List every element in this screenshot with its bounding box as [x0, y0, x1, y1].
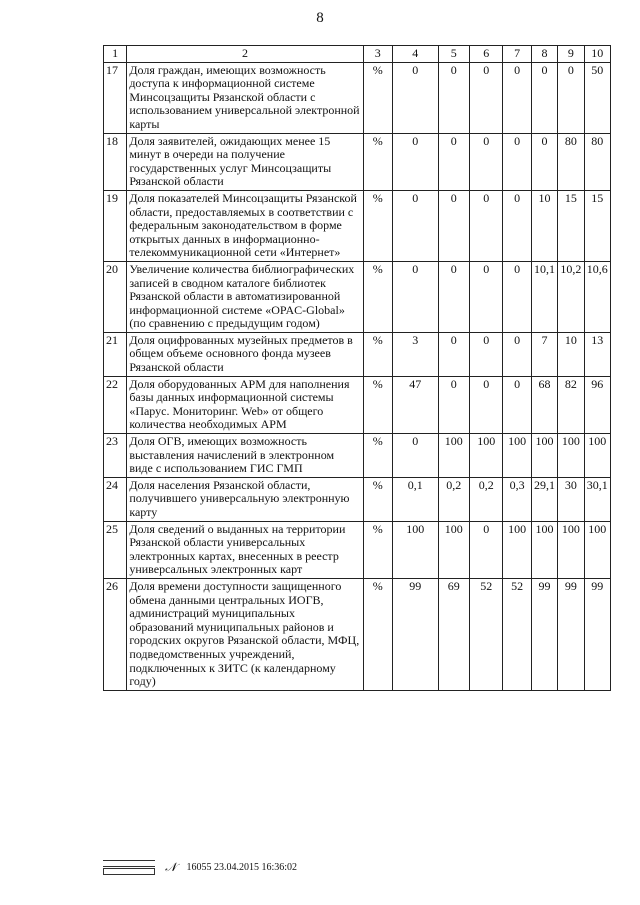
value-cell: 10,2 [558, 261, 584, 332]
value-cell: 80 [584, 133, 610, 190]
value-cell: 0 [470, 332, 503, 376]
value-cell: 99 [558, 578, 584, 690]
value-cell: 100 [558, 521, 584, 578]
value-cell: 15 [584, 190, 610, 261]
value-cell: 0 [438, 376, 469, 433]
value-cell: 0 [470, 133, 503, 190]
row-number-cell: 26 [104, 578, 127, 690]
value-cell: 82 [558, 376, 584, 433]
value-cell: 68 [531, 376, 557, 433]
indicators-table [103, 45, 611, 691]
table-row [104, 190, 611, 261]
value-cell: 0 [503, 332, 531, 376]
header-cell: 4 [392, 46, 438, 63]
header-cell: 10 [584, 46, 610, 63]
table-row [104, 521, 611, 578]
table-row [104, 261, 611, 332]
header-cell: 3 [363, 46, 392, 63]
value-cell: 99 [392, 578, 438, 690]
value-cell: 7 [531, 332, 557, 376]
value-cell: 0 [503, 62, 531, 133]
value-cell: 0 [470, 376, 503, 433]
value-cell: 99 [584, 578, 610, 690]
value-cell: 0,2 [470, 477, 503, 521]
value-cell: 0 [470, 62, 503, 133]
unit-cell: % [363, 376, 392, 433]
value-cell: 3 [392, 332, 438, 376]
value-cell: 10 [558, 332, 584, 376]
table-row [104, 62, 611, 133]
value-cell: 0 [531, 133, 557, 190]
indicator-name-cell: Доля граждан, имеющих возможность доступа к информационной системе Минсоцзащиты Рязанской области с использованием универсальной электронной карты [127, 62, 363, 133]
value-cell: 100 [584, 521, 610, 578]
value-cell: 0 [503, 133, 531, 190]
indicator-name-cell: Доля населения Рязанской области, получившего универсальную электронную карту [127, 477, 363, 521]
table-row [104, 332, 611, 376]
table-header-row [104, 46, 611, 63]
row-number-cell: 23 [104, 434, 127, 478]
value-cell: 100 [531, 434, 557, 478]
row-number-cell: 20 [104, 261, 127, 332]
value-cell: 100 [584, 434, 610, 478]
value-cell: 100 [438, 434, 469, 478]
value-cell: 10,6 [584, 261, 610, 332]
value-cell: 0 [438, 261, 469, 332]
indicator-name-cell: Увеличение количества библиографических записей в сводном каталоге библиотек Рязанской области в автоматизированной информационной системе «OPAC-Global» (по сравнению с предыдущим годом) [127, 261, 363, 332]
value-cell: 30,1 [584, 477, 610, 521]
unit-cell: % [363, 133, 392, 190]
value-cell: 10 [531, 190, 557, 261]
header-cell: 8 [531, 46, 557, 63]
value-cell: 69 [438, 578, 469, 690]
value-cell: 100 [503, 521, 531, 578]
row-number-cell: 25 [104, 521, 127, 578]
table-row [104, 578, 611, 690]
value-cell: 0 [392, 261, 438, 332]
value-cell: 96 [584, 376, 610, 433]
page-number: 8 [316, 10, 324, 26]
header-cell: 5 [438, 46, 469, 63]
header-cell: 7 [503, 46, 531, 63]
signature-mark: 𝒩 [165, 859, 177, 874]
unit-cell: % [363, 477, 392, 521]
value-cell: 0 [438, 332, 469, 376]
row-number-cell: 19 [104, 190, 127, 261]
value-cell: 0 [503, 190, 531, 261]
value-cell: 52 [470, 578, 503, 690]
row-number-cell: 22 [104, 376, 127, 433]
value-cell: 13 [584, 332, 610, 376]
unit-cell: % [363, 62, 392, 133]
header-cell: 6 [470, 46, 503, 63]
value-cell: 100 [531, 521, 557, 578]
value-cell: 15 [558, 190, 584, 261]
value-cell: 0,1 [392, 477, 438, 521]
table-row [104, 133, 611, 190]
value-cell: 30 [558, 477, 584, 521]
value-cell: 100 [503, 434, 531, 478]
row-number-cell: 18 [104, 133, 127, 190]
unit-cell: % [363, 261, 392, 332]
header-cell: 2 [127, 46, 363, 63]
indicator-name-cell: Доля показателей Минсоцзащиты Рязанской области, предоставляемых в соответствии с федеральным законодательством в форме открытых данных в информационно-телекоммуникационной сети «Интернет» [127, 190, 363, 261]
unit-cell: % [363, 578, 392, 690]
header-cell: 9 [558, 46, 584, 63]
value-cell: 0 [503, 261, 531, 332]
value-cell: 47 [392, 376, 438, 433]
value-cell: 100 [470, 434, 503, 478]
value-cell: 0 [392, 190, 438, 261]
value-cell: 0 [531, 62, 557, 133]
value-cell: 0 [503, 376, 531, 433]
indicator-name-cell: Доля оцифрованных музейных предметов в общем объеме основного фонда музеев Рязанской области [127, 332, 363, 376]
value-cell: 0 [470, 521, 503, 578]
row-number-cell: 21 [104, 332, 127, 376]
value-cell: 0 [438, 190, 469, 261]
table-row [104, 477, 611, 521]
value-cell: 10,1 [531, 261, 557, 332]
table-row [104, 376, 611, 433]
value-cell: 100 [558, 434, 584, 478]
unit-cell: % [363, 521, 392, 578]
value-cell: 0 [392, 62, 438, 133]
document-registration-info: 16055 23.04.2015 16:36:02 [186, 861, 298, 873]
value-cell: 0 [470, 190, 503, 261]
registration-stamp-icon [103, 858, 155, 876]
unit-cell: % [363, 190, 392, 261]
header-cell: 1 [104, 46, 127, 63]
document-footer [103, 858, 297, 876]
value-cell: 0 [438, 133, 469, 190]
value-cell: 29,1 [531, 477, 557, 521]
value-cell: 100 [392, 521, 438, 578]
value-cell: 0,2 [438, 477, 469, 521]
row-number-cell: 24 [104, 477, 127, 521]
value-cell: 100 [438, 521, 469, 578]
indicator-name-cell: Доля заявителей, ожидающих менее 15 минут в очереди на получение государственных услуг Минсоцзащиты Рязанской области [127, 133, 363, 190]
value-cell: 50 [584, 62, 610, 133]
indicator-name-cell: Доля оборудованных АРМ для наполнения базы данных информационной системы «Парус. Мониторинг. Web» от общего количества необходимых АРМ [127, 376, 363, 433]
value-cell: 80 [558, 133, 584, 190]
value-cell: 0 [438, 62, 469, 133]
unit-cell: % [363, 434, 392, 478]
value-cell: 0 [392, 434, 438, 478]
indicator-name-cell: Доля сведений о выданных на территории Рязанской области универсальных электронных картах, внесенных в реестр универсальных электронных карт [127, 521, 363, 578]
indicator-name-cell: Доля времени доступности защищенного обмена данными центральных ИОГВ, администраций муниципальных образований муниципальных районов и городских округов Рязанской области, МФЦ, подведомственных учреждений, подключенных к ЗИТС (к календарному году) [127, 578, 363, 690]
value-cell: 0 [392, 133, 438, 190]
value-cell: 99 [531, 578, 557, 690]
table-row [104, 434, 611, 478]
indicator-name-cell: Доля ОГВ, имеющих возможность выставления начислений в электронном виде с использованием ГИС ГМП [127, 434, 363, 478]
row-number-cell: 17 [104, 62, 127, 133]
value-cell: 0 [558, 62, 584, 133]
value-cell: 0,3 [503, 477, 531, 521]
unit-cell: % [363, 332, 392, 376]
value-cell: 0 [470, 261, 503, 332]
value-cell: 52 [503, 578, 531, 690]
